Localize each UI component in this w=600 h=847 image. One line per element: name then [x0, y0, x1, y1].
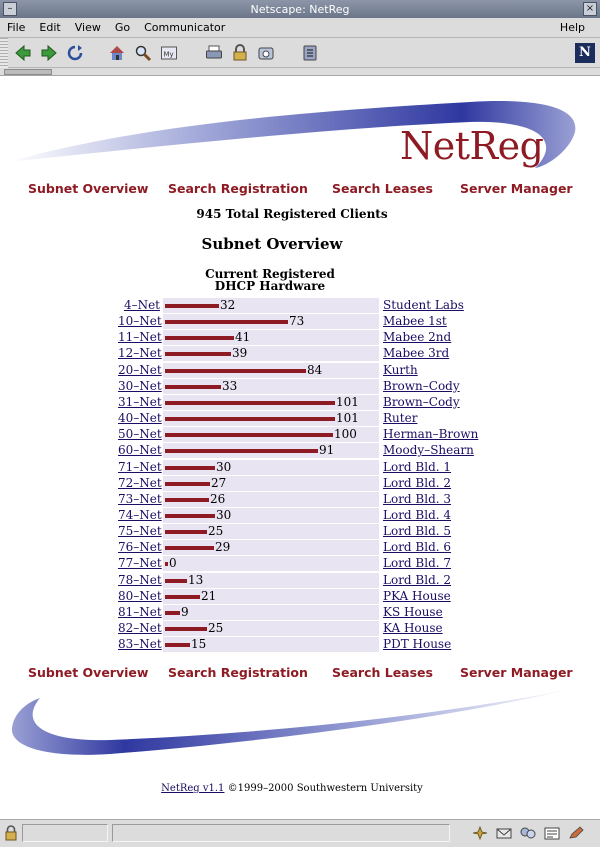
bar-value-label: 33 [222, 378, 238, 393]
bar-cell [163, 556, 379, 571]
bar [165, 401, 335, 405]
building-link[interactable]: Mabee 2nd [383, 330, 452, 345]
nav-server-manager[interactable]: Server Manager [460, 181, 573, 196]
nav-search-registration[interactable]: Search Registration [168, 181, 308, 196]
shop-icon[interactable] [257, 44, 275, 62]
table-row [118, 298, 466, 313]
bar [165, 466, 215, 470]
table-row [118, 476, 466, 491]
menu-bar [0, 18, 600, 38]
bar-cell [163, 508, 379, 523]
table-row [118, 363, 466, 378]
subnet-link[interactable]: 74–Net [118, 507, 162, 522]
bar-value-label: 39 [232, 346, 248, 361]
table-row [118, 508, 466, 523]
bar-cell [163, 605, 379, 620]
bar-value-label: 73 [289, 314, 305, 329]
bar [165, 611, 180, 615]
building-link[interactable]: Herman–Brown [383, 427, 479, 442]
bar-value-label: 13 [188, 572, 204, 587]
building-link[interactable]: PDT House [383, 637, 452, 652]
top-nav [0, 181, 600, 199]
subnet-link[interactable]: 20–Net [118, 362, 162, 377]
bar [165, 562, 168, 566]
bar-cell [163, 379, 379, 394]
bar-value-label: 30 [216, 507, 232, 522]
netscape-logo-icon[interactable]: N [575, 43, 595, 63]
bar-value-label: 29 [215, 540, 231, 555]
bar [165, 627, 207, 631]
bar-cell [163, 346, 379, 361]
netreg-logo: NetReg [400, 124, 544, 168]
bar-cell [163, 314, 379, 329]
bar-value-label: 0 [169, 556, 177, 571]
bar-cell [163, 637, 379, 652]
building-link[interactable]: KA House [383, 621, 443, 635]
navigation-toolbar [0, 38, 600, 68]
discussions-icon[interactable] [520, 826, 536, 840]
table-row [118, 556, 466, 571]
building-link[interactable]: Student Labs [383, 298, 464, 312]
building-link[interactable]: Mabee 1st [383, 314, 447, 329]
bar-value-label: 84 [307, 362, 323, 377]
home-icon[interactable] [108, 44, 126, 62]
subnet-link[interactable]: 10–Net [118, 314, 162, 329]
window-close-icon[interactable]: × [583, 2, 597, 16]
subnet-link[interactable]: 71–Net [118, 459, 162, 474]
security-lock-icon[interactable] [4, 825, 18, 841]
subnet-link[interactable]: 81–Net [118, 604, 162, 619]
bar-cell [163, 411, 379, 426]
reload-icon[interactable] [66, 44, 84, 62]
window-menu-icon[interactable]: – [3, 2, 17, 16]
subnet-link[interactable]: 72–Net [118, 475, 162, 490]
bar-value-label: 32 [220, 298, 236, 312]
building-link[interactable]: Mabee 3rd [383, 346, 450, 361]
building-link[interactable]: PKA House [383, 588, 451, 603]
page-title: Subnet Overview [201, 235, 343, 253]
bar [165, 449, 318, 453]
table-row [118, 427, 479, 442]
forward-icon[interactable] [40, 44, 58, 62]
subnet-link[interactable]: 75–Net [118, 524, 162, 539]
building-link[interactable]: Lord Bld. 2 [383, 475, 452, 490]
navigator-icon[interactable] [472, 826, 488, 840]
bar-value-label: 41 [235, 330, 251, 345]
table-row [118, 573, 466, 588]
table-row [118, 395, 466, 410]
bar [165, 595, 200, 599]
bar-cell [163, 330, 379, 345]
total-registered: 945 Total Registered Clients [196, 207, 388, 221]
table-row [118, 346, 466, 361]
building-link[interactable]: Moody–Shearn [383, 443, 474, 458]
bar-value-label: 21 [201, 588, 217, 603]
my-netscape-icon[interactable] [160, 44, 178, 62]
bar-value-label: 15 [191, 637, 207, 652]
status-progress [22, 824, 108, 842]
table-row [118, 492, 466, 507]
bar-value-label: 25 [208, 524, 224, 539]
building-link[interactable]: Lord Bld. 1 [383, 459, 452, 474]
bar [165, 514, 215, 518]
subnet-link[interactable]: 73–Net [118, 491, 162, 506]
subnet-link[interactable]: 60–Net [118, 443, 162, 458]
nav-search-leases[interactable]: Search Leases [332, 181, 433, 196]
building-link[interactable]: Lord Bld. 7 [383, 556, 452, 571]
location-bar-collapsed [0, 68, 600, 76]
search-icon[interactable] [134, 44, 152, 62]
nav-search-registration-bottom[interactable]: Search Registration [168, 665, 308, 680]
subnet-link[interactable]: 30–Net [118, 378, 162, 393]
nav-search-leases-bottom[interactable]: Search Leases [332, 665, 433, 680]
subnet-link[interactable]: 83–Net [118, 637, 162, 652]
building-link[interactable]: Ruter [383, 411, 418, 426]
footer [0, 783, 584, 794]
table-row [118, 443, 474, 458]
location-bar-tab[interactable] [4, 69, 52, 75]
bar-value-label: 101 [336, 394, 359, 409]
table-row [118, 621, 466, 636]
column-header-line2: DHCP Hardware [214, 279, 326, 293]
building-link[interactable]: Lord Bld. 5 [383, 524, 452, 539]
print-icon[interactable] [205, 44, 223, 62]
bar-cell [163, 621, 379, 636]
nav-subnet-overview-bottom[interactable]: Subnet Overview [28, 665, 149, 680]
bar-cell [163, 298, 379, 313]
bar-cell [163, 427, 379, 442]
menu-view[interactable]: View [74, 21, 101, 34]
bar [165, 304, 219, 308]
subnet-link[interactable]: 31–Net [118, 394, 162, 409]
bar-value-label: 27 [211, 475, 227, 490]
menu-file[interactable]: File [7, 21, 26, 34]
building-link[interactable]: Lord Bld. 6 [383, 540, 452, 555]
bar-cell [163, 443, 379, 458]
nav-subnet-overview[interactable]: Subnet Overview [28, 181, 149, 196]
mail-icon[interactable] [496, 826, 512, 840]
bar-cell [163, 476, 379, 491]
bar-value-label: 101 [336, 411, 359, 426]
table-row [118, 605, 466, 620]
menu-help[interactable]: Help [559, 21, 585, 34]
toolbar-grip[interactable] [0, 38, 8, 68]
status-bar [0, 819, 600, 847]
bar [165, 498, 209, 502]
window-titlebar [0, 0, 600, 18]
subnet-link[interactable]: 78–Net [118, 572, 162, 587]
building-link[interactable]: KS House [383, 604, 443, 619]
menu-go[interactable]: Go [114, 21, 131, 34]
building-link[interactable]: Brown–Cody [383, 394, 460, 409]
bar-cell [163, 395, 379, 410]
subnet-link[interactable]: 12–Net [118, 346, 162, 361]
bar [165, 433, 333, 437]
menu-communicator[interactable]: Communicator [144, 21, 226, 34]
table-row [118, 314, 466, 329]
building-link[interactable]: Lord Bld. 3 [383, 491, 452, 506]
bar [165, 482, 210, 486]
column-header [200, 268, 340, 292]
bar-value-label: 25 [208, 621, 224, 635]
table-row [118, 524, 466, 539]
bar [165, 546, 214, 550]
bar-value-label: 26 [210, 491, 226, 506]
bar-value-label: 91 [319, 443, 335, 458]
bar [165, 352, 231, 356]
back-icon[interactable] [14, 44, 32, 62]
bar-value-label: 100 [334, 427, 357, 442]
bottom-swoosh-graphic [0, 680, 584, 770]
bar [165, 336, 234, 340]
table-row [118, 330, 466, 345]
bar-cell [163, 363, 379, 378]
table-row [118, 540, 466, 555]
composer-icon[interactable] [544, 826, 560, 840]
table-row [118, 460, 466, 475]
bar [165, 320, 288, 324]
subnet-link[interactable]: 80–Net [118, 588, 162, 603]
bar [165, 530, 207, 534]
subnet-link[interactable]: 50–Net [118, 427, 162, 442]
footer-version-link[interactable]: NetReg v1.1 [161, 783, 225, 794]
table-row [118, 589, 466, 604]
menu-edit[interactable]: Edit [39, 21, 61, 34]
table-row [118, 411, 466, 426]
building-link[interactable]: Lord Bld. 4 [383, 507, 452, 522]
bar [165, 369, 306, 373]
bar-cell [163, 573, 379, 588]
column-header-line1: Current Registered [205, 267, 335, 281]
building-link[interactable]: Brown–Cody [383, 378, 460, 393]
subnet-link[interactable]: 4–Net [123, 298, 160, 312]
bar [165, 579, 187, 583]
subnet-link[interactable]: 11–Net [118, 330, 162, 345]
bar-cell [163, 524, 379, 539]
stop-icon[interactable] [301, 44, 319, 62]
svg-text:My: My [163, 50, 174, 59]
subnet-link[interactable]: 77–Net [118, 556, 162, 571]
subnet-link[interactable]: 82–Net [118, 621, 162, 635]
table-row [118, 379, 466, 394]
status-message [112, 824, 450, 842]
bar [165, 643, 190, 647]
bar-cell [163, 492, 379, 507]
bar-value-label: 30 [216, 459, 232, 474]
bar-cell [163, 460, 379, 475]
subnet-link[interactable]: 76–Net [118, 540, 162, 555]
footer-copyright: ©1999–2000 Southwestern University [224, 783, 423, 794]
security-icon[interactable] [231, 44, 249, 62]
window-title: Netscape: NetReg [250, 2, 350, 16]
bar-value-label: 9 [181, 604, 189, 619]
bar-cell [163, 540, 379, 555]
bar [165, 385, 221, 389]
bar-cell [163, 589, 379, 604]
building-link[interactable]: Lord Bld. 2 [383, 572, 452, 587]
table-row [118, 637, 466, 652]
bar [165, 417, 335, 421]
nav-server-manager-bottom[interactable]: Server Manager [460, 665, 573, 680]
subnet-link[interactable]: 40–Net [118, 411, 162, 426]
building-link[interactable]: Kurth [383, 362, 418, 377]
editor-icon[interactable] [568, 826, 584, 840]
